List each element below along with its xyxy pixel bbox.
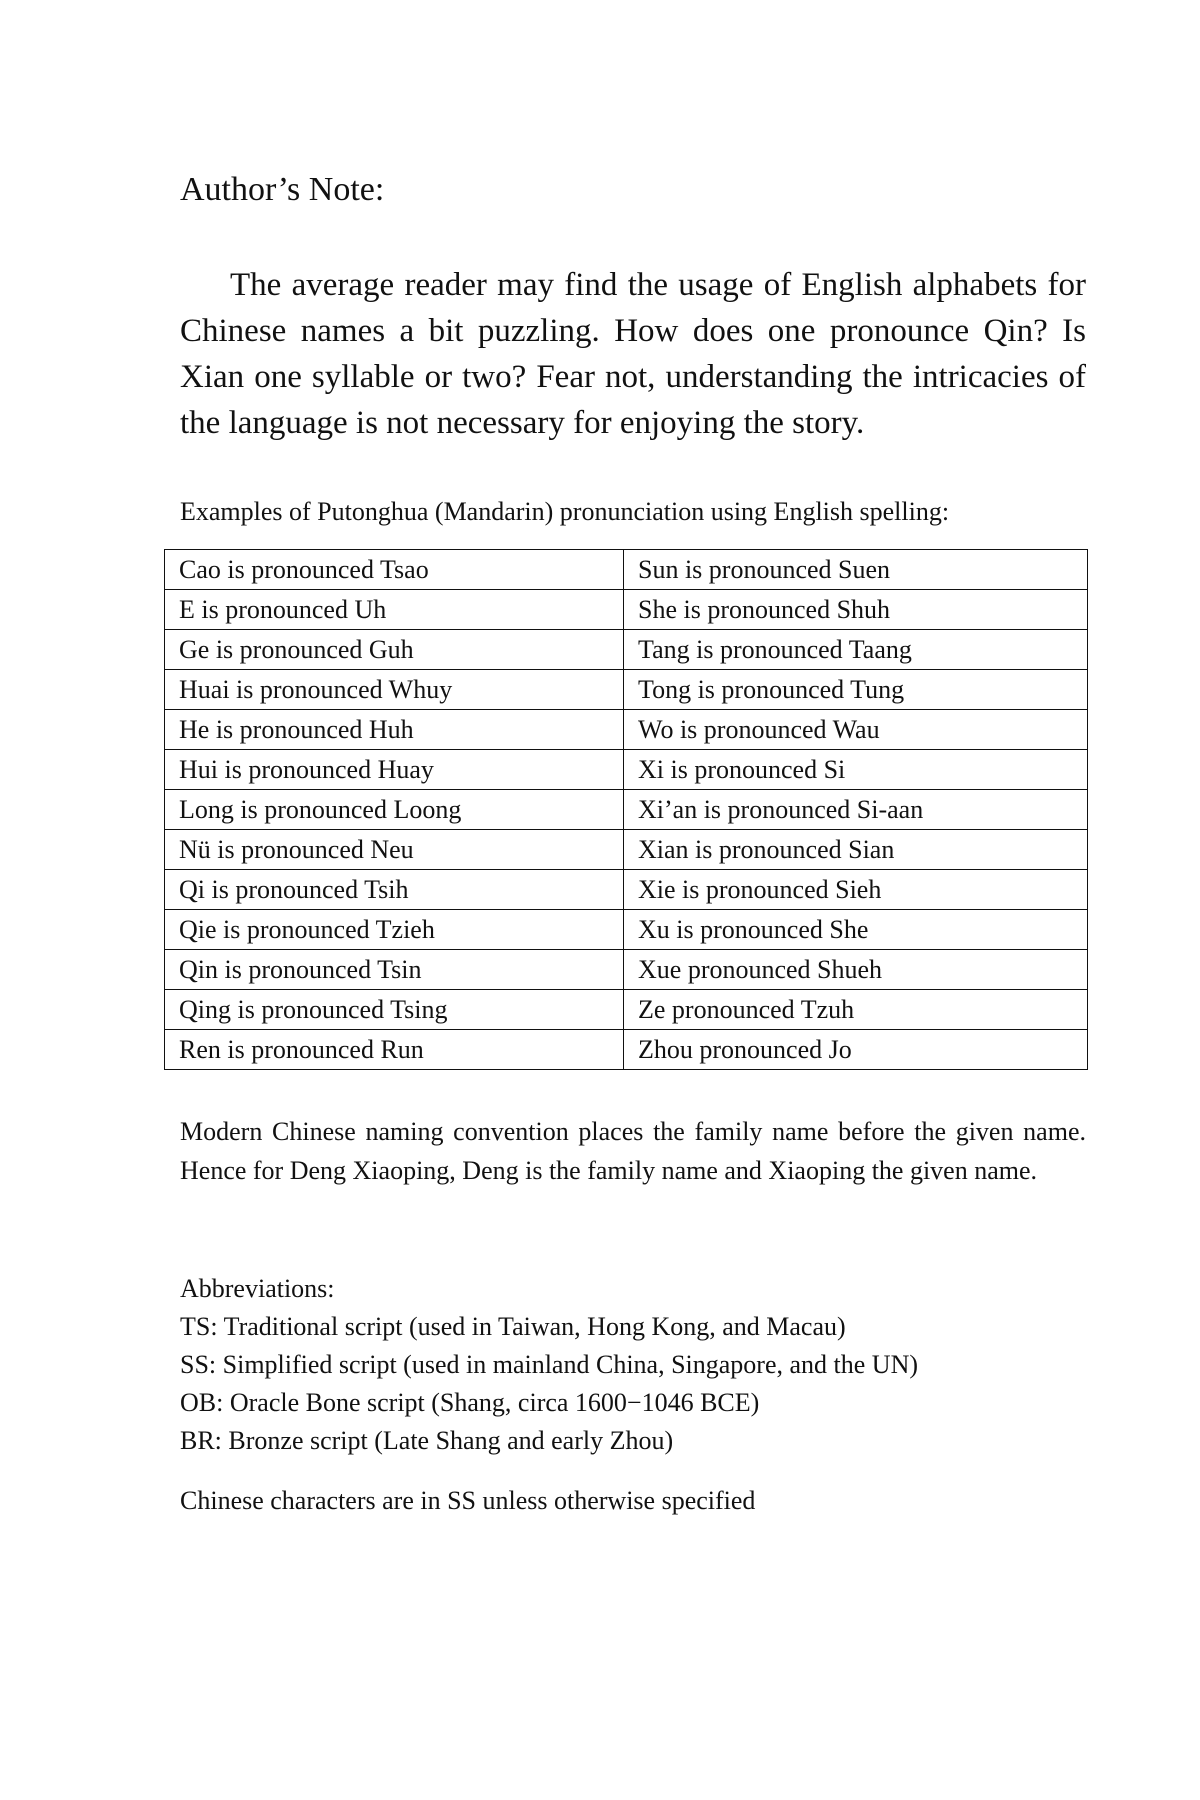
- table-row: [165, 870, 1088, 910]
- abbreviations-title: Abbreviations:: [180, 1274, 335, 1303]
- table-row: [165, 670, 1088, 710]
- table-row: [165, 990, 1088, 1030]
- table-row: [165, 950, 1088, 990]
- authors-note-heading: Author’s Note:: [180, 171, 385, 208]
- table-row: [165, 630, 1088, 670]
- abbreviation-item: BR: Bronze script (Late Shang and early Zhou): [180, 1426, 674, 1455]
- table-cell: E is pronounced Uh: [165, 590, 624, 630]
- table-cell: Ze pronounced Tzuh: [624, 990, 1088, 1030]
- table-cell: Cao is pronounced Tsao: [165, 550, 624, 590]
- table-cell: Qi is pronounced Tsih: [165, 870, 624, 910]
- table-row: [165, 790, 1088, 830]
- table-cell: Xian is pronounced Sian: [624, 830, 1088, 870]
- table-cell: Long is pronounced Loong: [165, 790, 624, 830]
- table-cell: Wo is pronounced Wau: [624, 710, 1088, 750]
- table-row: [165, 830, 1088, 870]
- naming-convention-paragraph: Modern Chinese naming convention places the family name before the given name. Hence for Deng Xiaoping, Deng is the family name and Xiaoping the given name.: [180, 1117, 1086, 1185]
- table-cell: Ge is pronounced Guh: [165, 630, 624, 670]
- table-row: [165, 1030, 1088, 1070]
- abbreviation-item: OB: Oracle Bone script (Shang, circa 1600−1046 BCE): [180, 1388, 760, 1417]
- table-cell: He is pronounced Huh: [165, 710, 624, 750]
- table-cell: Hui is pronounced Huay: [165, 750, 624, 790]
- table-row: [165, 550, 1088, 590]
- table-cell: Tang is pronounced Taang: [624, 630, 1088, 670]
- table-cell: Xi’an is pronounced Si-aan: [624, 790, 1088, 830]
- abbreviation-item: SS: Simplified script (used in mainland China, Singapore, and the UN): [180, 1350, 919, 1379]
- table-cell: Xie is pronounced Sieh: [624, 870, 1088, 910]
- table-cell: Xu is pronounced She: [624, 910, 1088, 950]
- pronunciation-table: [164, 549, 1088, 1070]
- intro-paragraph: The average reader may find the usage of English alphabets for Chinese names a bit puzzling. How does one pronounce Qin? Is Xian one syllable or two? Fear not, understanding the intricacies of the language is not necessary for enjoying the story.: [180, 267, 1086, 441]
- table-cell: Ren is pronounced Run: [165, 1030, 624, 1070]
- abbreviations-section: [180, 1270, 1086, 1460]
- table-cell: Sun is pronounced Suen: [624, 550, 1088, 590]
- examples-heading: Examples of Putonghua (Mandarin) pronunciation using English spelling:: [180, 497, 950, 526]
- table-cell: She is pronounced Shuh: [624, 590, 1088, 630]
- characters-note: Chinese characters are in SS unless otherwise specified: [180, 1486, 756, 1515]
- abbreviation-item: TS: Traditional script (used in Taiwan, Hong Kong, and Macau): [180, 1312, 846, 1341]
- table-row: [165, 710, 1088, 750]
- table-row: [165, 750, 1088, 790]
- table-row: [165, 590, 1088, 630]
- table-cell: Huai is pronounced Whuy: [165, 670, 624, 710]
- table-cell: Zhou pronounced Jo: [624, 1030, 1088, 1070]
- table-cell: Qie is pronounced Tzieh: [165, 910, 624, 950]
- table-cell: Xue pronounced Shueh: [624, 950, 1088, 990]
- table-cell: Tong is pronounced Tung: [624, 670, 1088, 710]
- table-cell: Qing is pronounced Tsing: [165, 990, 624, 1030]
- table-cell: Xi is pronounced Si: [624, 750, 1088, 790]
- table-cell: Nü is pronounced Neu: [165, 830, 624, 870]
- table-cell: Qin is pronounced Tsin: [165, 950, 624, 990]
- table-row: [165, 910, 1088, 950]
